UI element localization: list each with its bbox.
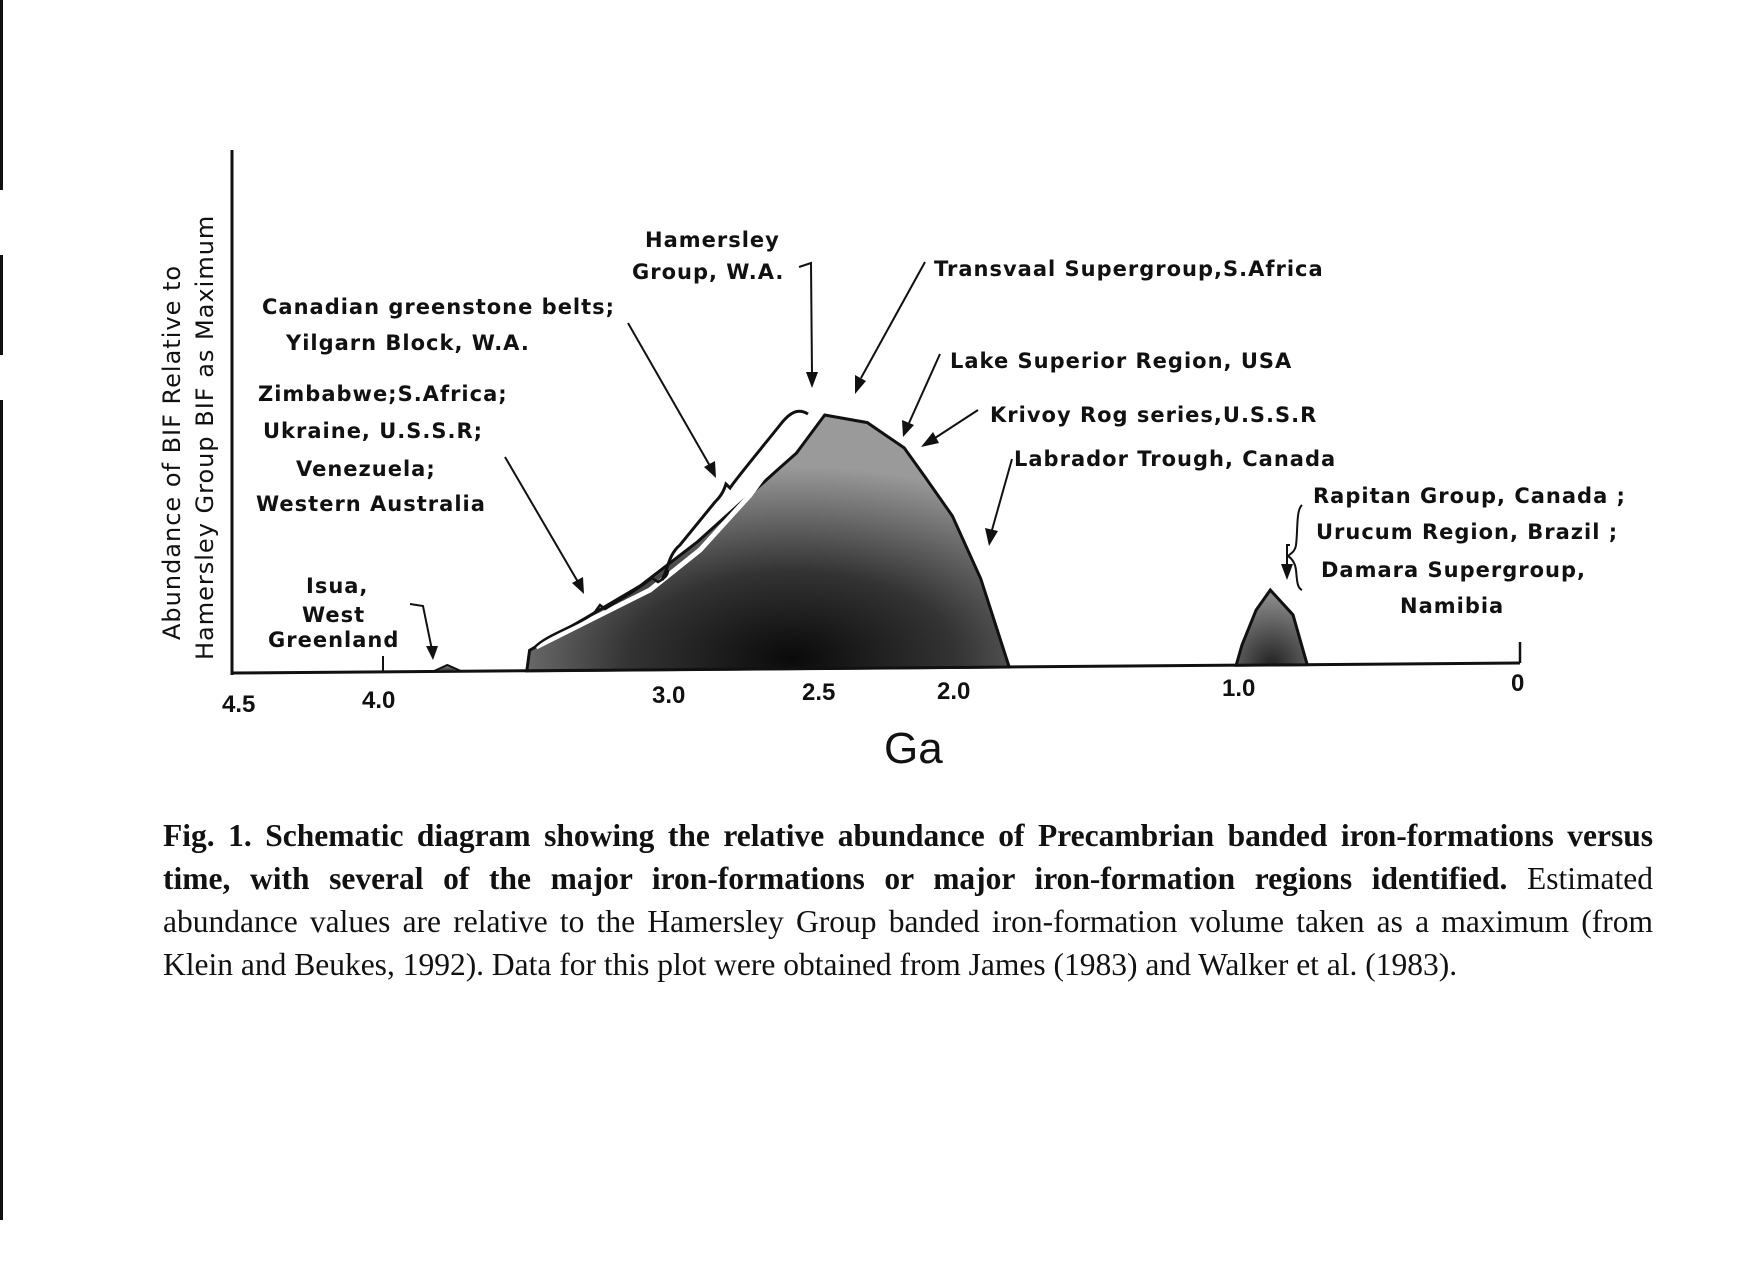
annotation-canadian: Yilgarn Block, W.A.	[286, 331, 530, 355]
annotation-isua: Isua,	[306, 574, 369, 598]
x-axis-title: Ga	[884, 724, 943, 773]
x-tick-label: 4.0	[362, 687, 396, 714]
x-tick-label: 0	[1511, 670, 1525, 697]
main-bif-area	[527, 415, 1009, 671]
x-tick-label: 2.0	[937, 678, 971, 705]
annotation-transvaal: Transvaal Supergroup,S.Africa	[934, 257, 1324, 281]
rapitan-arrow-head	[1281, 564, 1293, 580]
annotation-isua: Greenland	[268, 628, 400, 652]
canadian-arrow-head	[704, 461, 716, 478]
transvaal-arrow-head	[855, 375, 866, 394]
x-tick-label: 2.5	[802, 679, 836, 706]
annotation-zimbabwe: Western Australia	[256, 492, 486, 516]
labrador-arrow	[992, 459, 1012, 530]
figure-caption	[163, 814, 1653, 986]
y-axis-title-line1: Abundance of BIF Relative to	[158, 264, 186, 640]
zimbabwe-arrow	[505, 457, 578, 582]
rapitan-area	[1236, 590, 1307, 665]
annotation-zimbabwe: Zimbabwe;S.Africa;	[258, 382, 508, 406]
annotation-lake-superior: Lake Superior Region, USA	[950, 349, 1293, 373]
annotation-labrador: Labrador Trough, Canada	[1014, 447, 1337, 471]
annotation-zimbabwe: Venezuela;	[296, 457, 436, 481]
lake-superior-arrow-head	[902, 420, 914, 437]
isua-area	[433, 665, 461, 672]
annotation-rapitan: Rapitan Group, Canada ;	[1313, 484, 1626, 508]
zimbabwe-arrow-head	[572, 577, 584, 594]
lake-superior-arrow	[909, 354, 940, 423]
labrador-arrow-head	[985, 528, 998, 546]
krivoy-arrow-head	[921, 432, 939, 447]
annotation-rapitan: Namibia	[1400, 594, 1505, 618]
annotation-krivoy: Krivoy Rog series,U.S.S.R	[990, 403, 1318, 427]
caption-label: Fig. 1.	[163, 817, 252, 853]
annotation-hamersley: Hamersley	[645, 228, 780, 252]
isua-arrow	[410, 604, 432, 650]
krivoy-arrow	[935, 410, 978, 438]
caption-bold-text: Schematic diagram showing the relative abundance of Precambrian banded iron-formations versus time, with several of the major iron-formations or major iron-formation regions identified.	[163, 817, 1653, 896]
hamersley-arrow-head	[806, 372, 818, 388]
canadian-arrow	[628, 323, 710, 466]
annotation-rapitan: Damara Supergroup,	[1321, 558, 1586, 582]
transvaal-arrow	[861, 262, 925, 378]
annotation-canadian: Canadian greenstone belts;	[262, 295, 616, 319]
x-tick-label: 4.5	[222, 691, 256, 718]
isua-arrow-head	[426, 646, 438, 660]
annotation-isua: West	[302, 603, 366, 627]
x-tick-label: 1.0	[1222, 675, 1256, 702]
caption-text: Estimated abundance values are relative to the Hamersley Group banded iron-formation volume taken as a maximum (from Klein and Beukes, 1992). Data for this plot were obtained from James (1983) and Walker et al. (1983).	[163, 860, 1653, 982]
rapitan-brace	[1288, 505, 1302, 590]
annotation-zimbabwe: Ukraine, U.S.S.R;	[263, 419, 484, 443]
annotation-hamersley: Group, W.A.	[632, 260, 785, 284]
x-tick-label: 3.0	[652, 682, 686, 709]
y-axis-title-line2: Hamersley Group BIF as Maximum	[191, 214, 219, 660]
annotation-rapitan: Urucum Region, Brazil ;	[1316, 520, 1619, 544]
hamersley-arrow	[799, 263, 812, 375]
